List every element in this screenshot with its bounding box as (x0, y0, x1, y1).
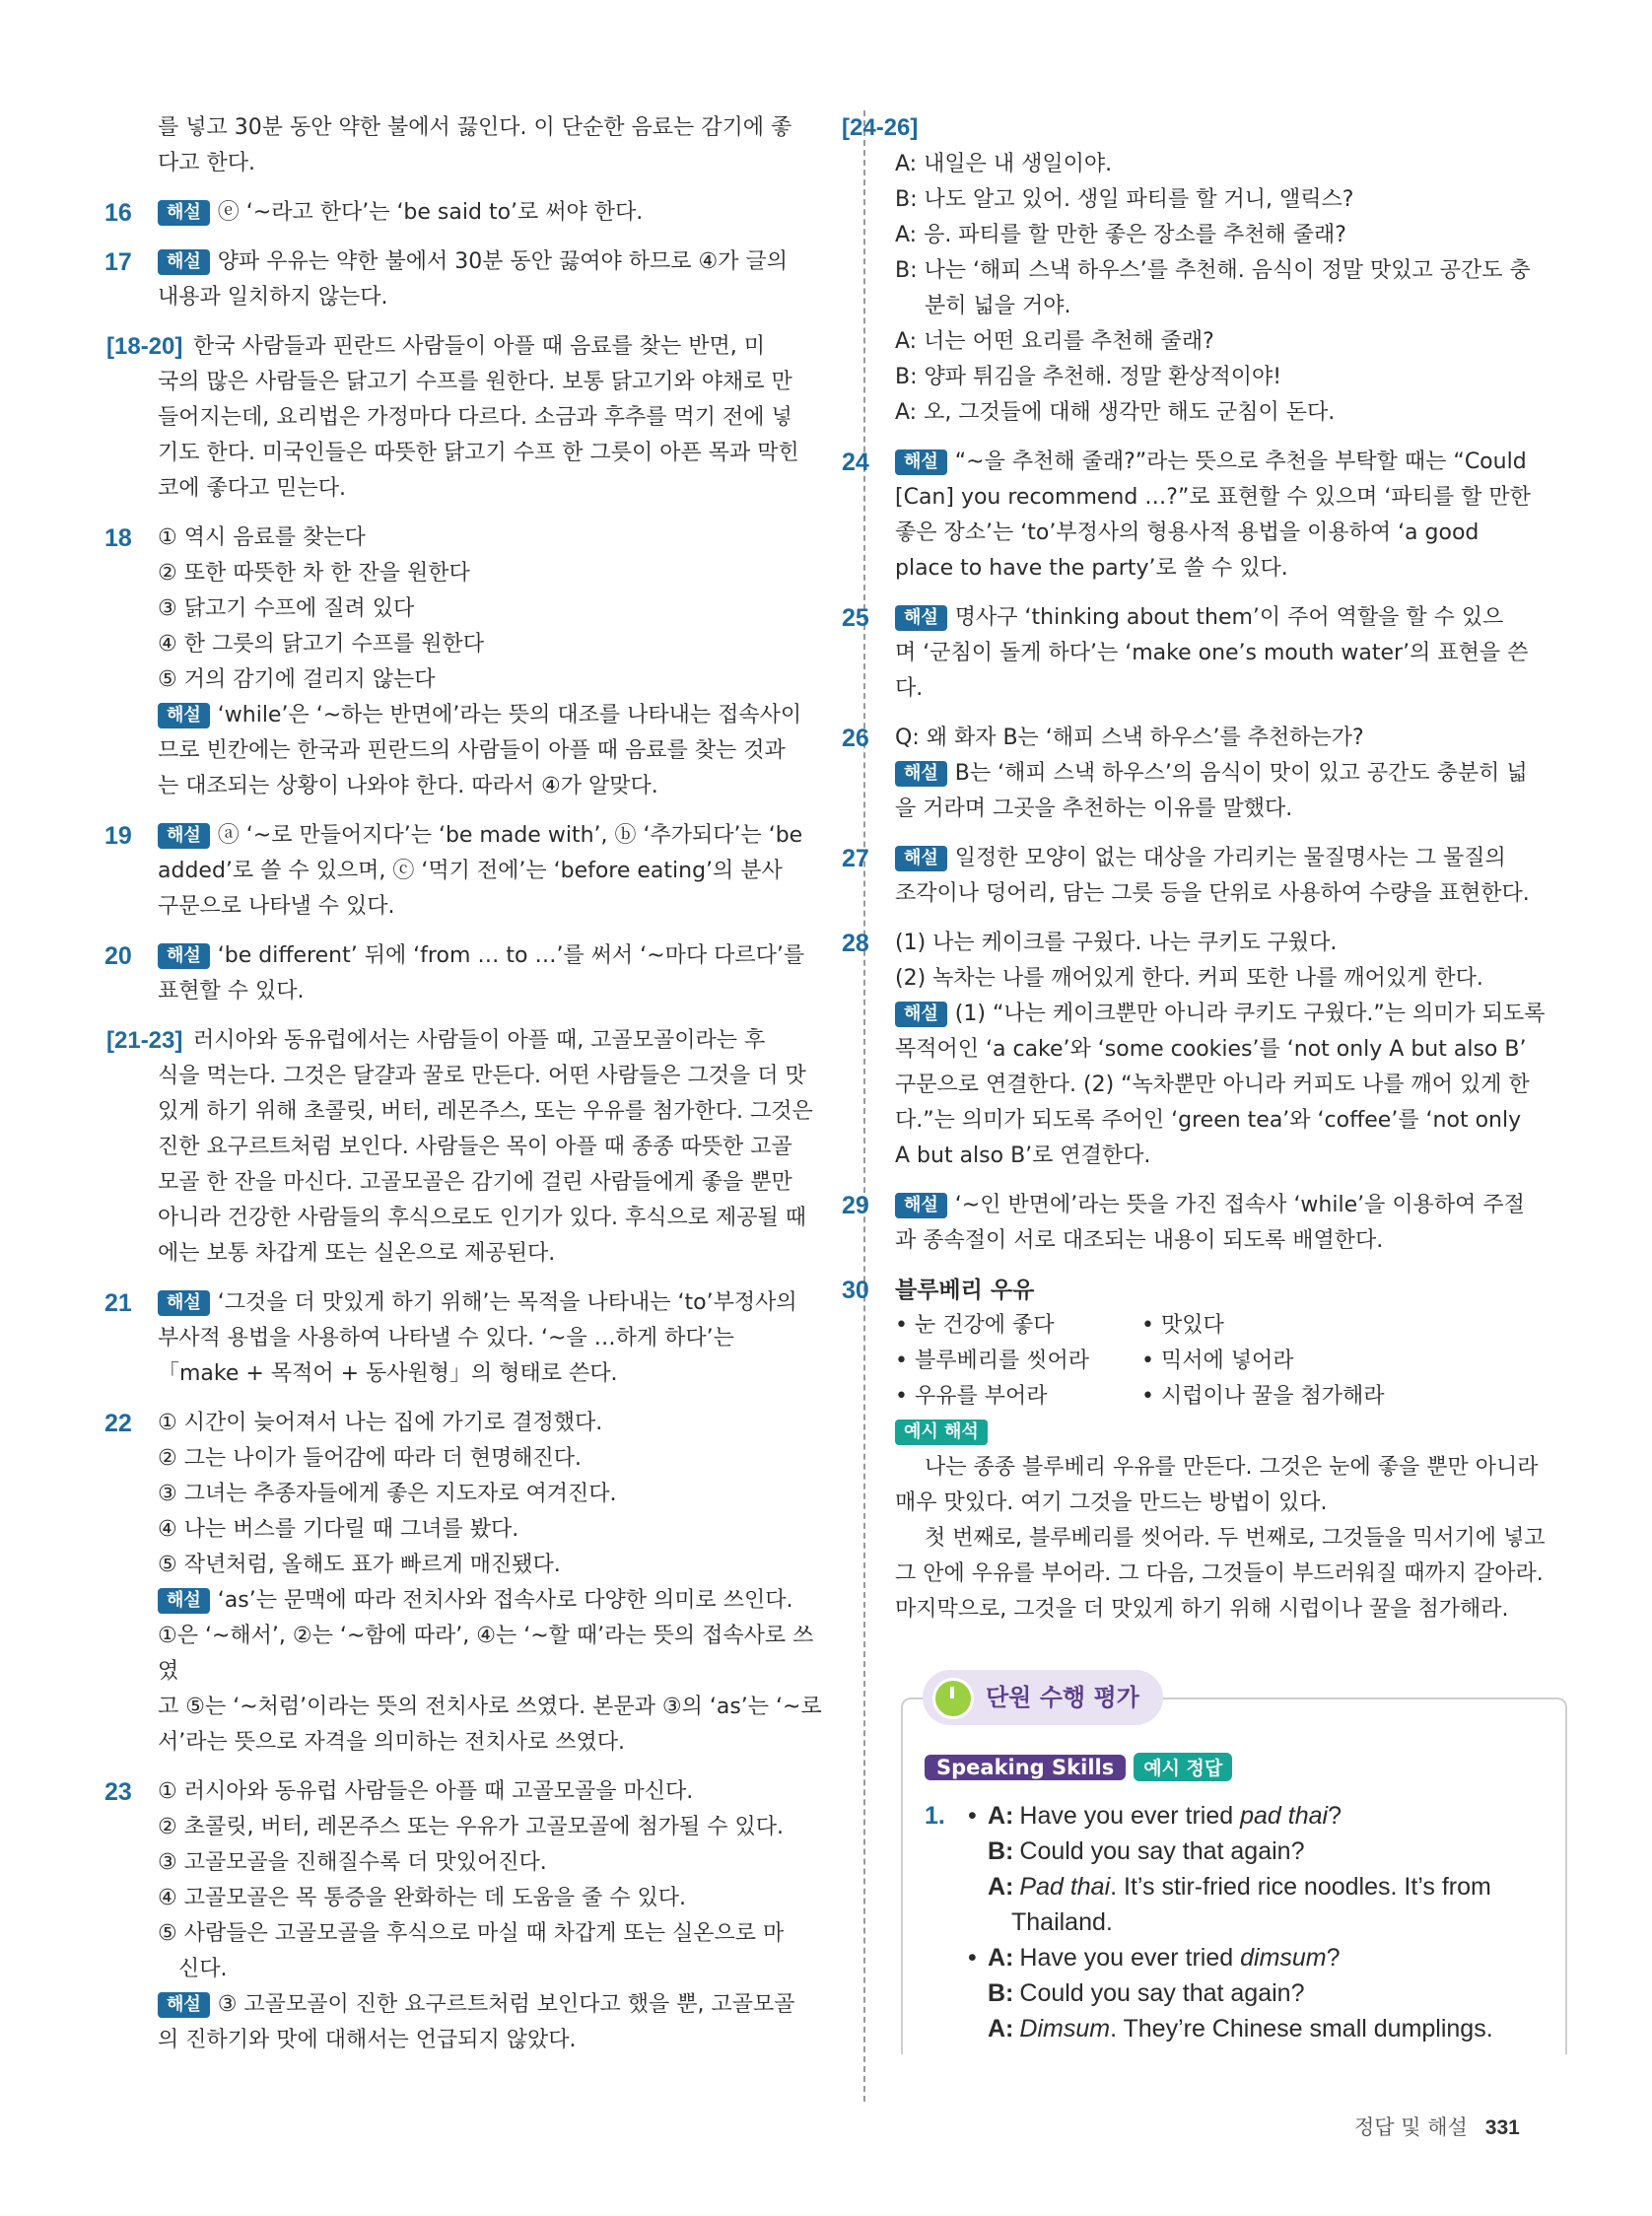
question-22 (104, 1406, 830, 1761)
dialogue-italic: pad thai (1240, 1802, 1329, 1830)
text-line: 서’라는 뜻으로 자격을 의미하는 전치사로 쓰였다. (158, 1730, 625, 1755)
explanation-tag: 해설 (895, 1193, 947, 1218)
unit-assessment-card (901, 1697, 1567, 2054)
text-line: 다고 한다. (158, 151, 255, 175)
choice-item: ② 초콜릿, 버터, 레몬주스 또는 우유가 고골모골에 첨가될 수 있다. (158, 1815, 784, 1839)
explanation-tag: 해설 (158, 703, 210, 728)
dialogue-text: . It’s stir-fried rice noodles. It’s from Thailand. (1011, 1873, 1491, 1936)
dialogue-text: Have you ever tried (1019, 1802, 1241, 1830)
explanation-tag: 해설 (158, 249, 210, 275)
text-line: 구문으로 나타낼 수 있다. (158, 894, 395, 919)
text-line: ⓔ ‘~라고 한다’는 ‘be said to’로 써야 한다. (217, 200, 644, 225)
text-line: 좋은 장소’는 ‘to’부정사의 형용사적 용법을 이용하여 ‘a good (895, 520, 1480, 545)
question-30 (842, 1273, 1565, 1627)
text-line: 과 종속절이 서로 대조되는 내용이 되도록 배열한다. (895, 1228, 1384, 1253)
explanation-tag: 해설 (158, 823, 210, 849)
dialogue-text: Have you ever tried (1019, 1944, 1241, 1972)
question-23 (104, 1774, 830, 2058)
text-line: ‘그것을 더 맛있게 하기 위해’는 목적을 나타내는 ‘to’부정사의 (217, 1290, 797, 1315)
text-line: A but also B’로 연결한다. (895, 1143, 1151, 1168)
question-number: 24 (842, 449, 869, 476)
explanation-tag: 해설 (895, 1002, 947, 1027)
bullet-item: • 믹서에 넣어라 (1141, 1349, 1294, 1373)
question-number: 23 (104, 1778, 132, 1806)
example-answer-badge: 예시 정답 (1134, 1753, 1232, 1781)
bullet-list (895, 1308, 1565, 1415)
explanation-tag: 해설 (158, 200, 210, 226)
text-line: ‘be different’ 뒤에 ‘from … to …’를 써서 ‘~마다 다르다’를 (217, 943, 805, 968)
text-line: 다.”는 의미가 되도록 주어인 ‘green tea’와 ‘coffee’를 ‘not only (895, 1108, 1522, 1133)
dialogue-line: A: 응. 파티를 할 만한 좋은 장소를 추천해 줄래? (895, 223, 1346, 247)
explanation-tag: 해설 (158, 1992, 210, 2018)
choice-item: ③ 닭고기 수프에 질려 있다 (158, 596, 415, 621)
choice-item: ① 역시 음료를 찾는다 (158, 525, 366, 550)
answer-title: 블루베리 우유 (895, 1278, 1035, 1303)
text-line: 한국 사람들과 핀란드 사람들이 아플 때 음료를 찾는 반면, 미 (193, 334, 765, 359)
question-number: 18 (104, 524, 132, 552)
text-line: 를 넣고 30분 동안 약한 불에서 끓인다. 이 단순한 음료는 감기에 좋 (158, 115, 792, 140)
dialogue-line: B: 양파 튀김을 추천해. 정말 환상적이야! (895, 365, 1282, 389)
choice-item: ⑤ 거의 감기에 걸리지 않는다 (158, 667, 436, 692)
dialogue-line: A: 너는 어떤 요리를 추천해 줄래? (895, 329, 1214, 354)
text-line: 부사적 용법을 사용하여 나타낼 수 있다. ‘~을 …하게 하다’는 (158, 1326, 734, 1350)
question-24 (842, 445, 1565, 587)
text-line: “~을 추천해 줄래?”라는 뜻으로 추천을 부탁할 때는 “Could (954, 450, 1527, 474)
text-line: 그 안에 우유를 부어라. 그 다음, 그것들이 부드러워질 때까지 갈아라. (895, 1561, 1544, 1586)
dialogue-line: A: 내일은 내 생일이야. (895, 152, 1113, 176)
text-line: 고 ⑤는 ‘~처럼’이라는 뜻의 전치사로 쓰였다. 본문과 ③의 ‘as’는 ‘~로 (158, 1695, 822, 1719)
explanation-tag: 해설 (895, 846, 947, 871)
page-footer (1354, 2112, 1520, 2141)
question-number: 22 (104, 1410, 132, 1437)
range-label: [18-20] (106, 333, 183, 360)
bullet-marker: • (968, 1944, 977, 1972)
question-number: 16 (104, 199, 132, 227)
question-16 (104, 195, 830, 231)
choice-item: ① 러시아와 동유럽 사람들은 아플 때 고골모골을 마신다. (158, 1779, 694, 1804)
question-number: 21 (104, 1289, 132, 1317)
example-translation-tag: 예시 해석 (895, 1420, 988, 1445)
question-text: Q: 왜 화자 B는 ‘해피 스낵 하우스’를 추천하는가? (895, 726, 1364, 750)
range-label: [21-23] (106, 1027, 183, 1054)
column-divider (863, 110, 865, 2102)
text-line: added’로 쓸 수 있으며, ⓒ ‘먹기 전에’는 ‘before eating’의 분사 (158, 859, 783, 883)
explanation-tag: 해설 (158, 1588, 210, 1614)
choice-item: ④ 고골모골은 목 통증을 완화하는 데 도움을 줄 수 있다. (158, 1886, 686, 1910)
dialogue-line (968, 1834, 1546, 1869)
choice-item: ① 시간이 늦어져서 나는 집에 가기로 결정했다. (158, 1411, 603, 1435)
dialogue-line (968, 1940, 1546, 1975)
text-line: 목적어인 ‘a cake’와 ‘some cookies’를 ‘not only A but also B’ (895, 1037, 1527, 1062)
bullet-item: • 블루베리를 씻어라 (895, 1349, 1089, 1373)
text-line: ⓐ ‘~로 만들어지다’는 ‘be made with’, ⓑ ‘추가되다’는 ‘be (217, 823, 803, 848)
text-line: 진한 요구르트처럼 보인다. 사람들은 목이 아플 때 종종 따뜻한 고골 (158, 1135, 792, 1159)
text-line: 기도 한다. 미국인들은 따뜻한 닭고기 수프 한 그릇이 아픈 목과 막힌 (158, 441, 799, 465)
question-number: 26 (842, 725, 869, 752)
text-line: 모골 한 잔을 마신다. 고골모골은 감기에 걸린 사람들에게 좋을 뿐만 (158, 1170, 792, 1195)
question-20 (104, 938, 830, 1009)
dialogue-text: . They’re Chinese small dumplings. (1110, 2015, 1493, 2043)
question-27 (842, 841, 1565, 912)
text-line: 있게 하기 위해 초콜릿, 버터, 레몬주스, 또는 우유를 첨가한다. 그것은 (158, 1099, 813, 1124)
bullet-item: • 맛있다 (1141, 1313, 1224, 1338)
dialogue-text: ? (1328, 1802, 1342, 1830)
choice-item: ③ 고골모골을 진해질수록 더 맛있어진다. (158, 1850, 547, 1875)
question-number: 19 (104, 822, 132, 850)
text-line: 들어지는데, 요리법은 가정마다 다르다. 소금과 후추를 먹기 전에 넣 (158, 405, 792, 430)
question-19 (104, 818, 830, 925)
text-line: ③ 고골모골이 진한 요구르트처럼 보인다고 했을 뿐, 고골모골 (217, 1992, 795, 2017)
range-label: [24-26] (842, 114, 919, 141)
text-line: 일정한 모양이 없는 대상을 가리키는 물질명사는 그 물질의 (954, 846, 1506, 870)
dialogue-italic: Dimsum (1019, 2015, 1111, 2043)
unit-assessment-title (923, 1670, 1163, 1725)
bullet-item: • 눈 건강에 좋다 (895, 1313, 1055, 1338)
bullet-marker: • (968, 1802, 977, 1830)
text-line: [Can] you recommend …?”로 표현할 수 있으며 ‘파티를 할 만한 (895, 485, 1531, 510)
unit-assessment-label: 단원 수행 평가 (986, 1684, 1139, 1711)
bullet-item: • 우유를 부어라 (895, 1384, 1048, 1409)
text-line: ①은 ‘~해서’, ②는 ‘~함에 따라’, ④는 ‘~할 때’라는 뜻의 접속사로 쓰였 (158, 1624, 814, 1684)
text-line: 러시아와 동유럽에서는 사람들이 아플 때, 고골모골이라는 후 (193, 1028, 766, 1053)
choice-item: ③ 그녀는 추종자들에게 좋은 지도자로 여겨진다. (158, 1482, 617, 1506)
question-28 (842, 926, 1565, 1174)
text-line: 표현할 수 있다. (158, 979, 305, 1004)
text-line: 에는 보통 차갑게 또는 실온으로 제공된다. (158, 1241, 556, 1266)
dialogue-line (968, 1869, 1546, 1940)
text-line: 다. (895, 676, 924, 701)
text-line: 국의 많은 사람들은 닭고기 수프를 원한다. 보통 닭고기와 야채로 만 (158, 370, 792, 394)
text-line: 「make + 목적어 + 동사원형」의 형태로 쓴다. (158, 1361, 618, 1386)
dialogue-line (968, 1798, 1546, 1834)
explanation-tag: 해설 (158, 943, 210, 969)
question-number: 30 (842, 1277, 869, 1304)
dialogue-italic: dimsum (1240, 1944, 1327, 1972)
text-line: ‘while’은 ‘~하는 반면에’라는 뜻의 대조를 나타내는 접속사이 (217, 703, 802, 727)
passage-24-26 (842, 110, 1565, 431)
text-line: 며 ‘군침이 돌게 하다’는 ‘make one’s mouth water’의 표현을 쓴 (895, 641, 1529, 665)
answer-item: (2) 녹차는 나를 깨어있게 한다. 커피 또한 나를 깨어있게 한다. (895, 966, 1483, 991)
choice-item: 신다. (158, 1957, 228, 1981)
text-line: 조각이나 덩어리, 담는 그릇 등을 단위로 사용하여 수량을 표현한다. (895, 881, 1530, 906)
speaking-skills-badge: Speaking Skills (925, 1755, 1126, 1780)
speaker-label: B: (988, 1979, 1014, 2007)
text-line: 의 진하기와 맛에 대해서는 언급되지 않았다. (158, 2028, 577, 2052)
dialogue-line: B: 나는 ‘해피 스낵 하우스’를 추천해. 음식이 정말 맛있고 공간도 충 (895, 258, 1531, 283)
explanation-tag: 해설 (895, 450, 947, 475)
text-line: place to have the party’로 쓸 수 있다. (895, 556, 1288, 581)
question-21 (104, 1285, 830, 1392)
dialogue-text: Could you say that again? (1019, 1979, 1305, 2007)
text-line: ‘~인 반면에’라는 뜻을 가진 접속사 ‘while’을 이용하여 주절 (954, 1193, 1525, 1217)
dialogue-line: B: 나도 알고 있어. 생일 파티를 할 거니, 앨릭스? (895, 187, 1354, 212)
question-17 (104, 244, 830, 315)
dialogue-line: 분히 넓을 거야. (925, 294, 1071, 318)
speaker-label: B: (988, 1837, 1014, 1865)
question-number: 20 (104, 942, 132, 970)
passage-18-20 (106, 329, 830, 507)
text-line: 을 거라며 그곳을 추천하는 이유를 말했다. (895, 796, 1293, 821)
dialogue-text: ? (1326, 1944, 1341, 1972)
passage-21-23 (106, 1023, 830, 1272)
explanation-tag: 해설 (158, 1290, 210, 1316)
text-line: 매우 맛있다. 여기 그것을 만드는 방법이 있다. (895, 1490, 1328, 1515)
choice-item: ② 또한 따뜻한 차 한 잔을 원한다 (158, 561, 470, 586)
choice-item: ⑤ 작년처럼, 올해도 표가 빠르게 매진됐다. (158, 1553, 561, 1577)
question-26 (842, 721, 1565, 827)
choice-item: ④ 나는 버스를 기다릴 때 그녀를 봤다. (158, 1517, 519, 1542)
text-line: B는 ‘해피 스낵 하우스’의 음식이 맛이 있고 공간도 충분히 넓 (954, 761, 1528, 786)
intro-paragraph (158, 110, 830, 181)
question-number: 25 (842, 604, 869, 632)
speaker-label: A: (988, 1873, 1014, 1901)
text-line: 므로 빈칸에는 한국과 핀란드의 사람들이 아플 때 음료를 찾는 것과 (158, 738, 786, 763)
text-line: 는 대조되는 상황이 나와야 한다. 따라서 ④가 알맞다. (158, 774, 658, 798)
text-line: 양파 우유는 약한 불에서 30분 동안 끓여야 하므로 ④가 글의 (217, 249, 788, 274)
choice-item: ② 그는 나이가 들어감에 따라 더 현명해진다. (158, 1446, 582, 1471)
text-line: 식을 먹는다. 그것은 달걀과 꿀로 만든다. 어떤 사람들은 그것을 더 맛 (158, 1064, 806, 1088)
explanation-tag: 해설 (895, 605, 947, 631)
question-18 (104, 520, 830, 804)
footer-label: 정답 및 해설 (1354, 2115, 1468, 2139)
question-29 (842, 1188, 1565, 1259)
choice-item: ⑤ 사람들은 고골모골을 후식으로 마실 때 차갑게 또는 실온으로 마 (158, 1921, 785, 1946)
question-25 (842, 600, 1565, 707)
text-line: 아니라 건강한 사람들의 후식으로도 인기가 있다. 후식으로 제공될 때 (158, 1206, 806, 1230)
question-number: 27 (842, 845, 869, 872)
choice-item: ④ 한 그릇의 닭고기 수프를 원한다 (158, 632, 484, 657)
question-number: 29 (842, 1192, 869, 1219)
text-line: ‘as’는 문맥에 따라 전치사와 접속사로 다양한 의미로 쓰인다. (217, 1588, 793, 1613)
dialogue-line (968, 1975, 1546, 2011)
text-line: (1) “나는 케이크뿐만 아니라 쿠키도 구웠다.”는 의미가 되도록 (954, 1002, 1546, 1026)
text-line: 나는 종종 블루베리 우유를 만든다. 그것은 눈에 좋을 뿐만 아니라 (925, 1455, 1539, 1480)
speaking-dialogue (925, 1798, 1546, 2046)
left-column (104, 110, 830, 2072)
dialogue-line (968, 2011, 1546, 2046)
dialogue-italic: Pad thai (1019, 1873, 1111, 1901)
page-number: 331 (1484, 2116, 1520, 2139)
text-line: 내용과 일치하지 않는다. (158, 285, 388, 310)
answer-item: (1) 나는 케이크를 구웠다. 나는 쿠키도 구웠다. (895, 931, 1338, 955)
dialogue-text: Could you say that again? (1019, 1837, 1305, 1865)
dialogue-line: A: 오, 그것들에 대해 생각만 해도 군침이 돈다. (895, 400, 1336, 425)
speaker-label: A: (988, 1802, 1014, 1830)
text-line: 구문으로 연결한다. (2) “녹차뿐만 아니라 커피도 나를 깨어 있게 한 (895, 1073, 1530, 1097)
text-line: 첫 번째로, 블루베리를 씻어라. 두 번째로, 그것들을 믹서기에 넣고 (925, 1526, 1546, 1551)
text-line: 명사구 ‘thinking about them’이 주어 역할을 할 수 있으 (954, 605, 1504, 630)
explanation-tag: 해설 (895, 761, 947, 787)
item-number: 1. (925, 1802, 945, 1830)
right-column (842, 110, 1565, 1641)
text-line: 마지막으로, 그것을 더 맛있게 하기 위해 시럽이나 꿀을 첨가해라. (895, 1597, 1509, 1622)
clock-icon (932, 1678, 974, 1719)
bullet-item: • 시럽이나 꿀을 첨가해라 (1141, 1384, 1385, 1409)
question-number: 17 (104, 248, 132, 276)
text-line: 코에 좋다고 믿는다. (158, 476, 346, 501)
speaker-label: A: (988, 2015, 1014, 2043)
question-number: 28 (842, 930, 869, 957)
speaker-label: A: (988, 1944, 1014, 1972)
